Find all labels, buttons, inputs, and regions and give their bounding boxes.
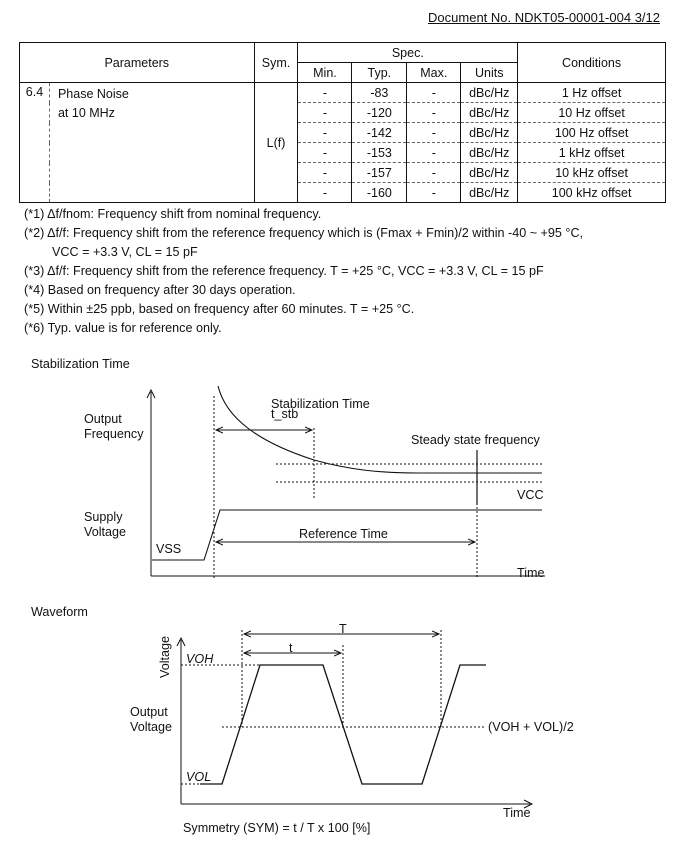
stabilization-section-title: Stabilization Time — [31, 357, 130, 371]
t-stb-label: t_stb — [271, 407, 299, 421]
row-5-units: dBc/Hz — [461, 163, 518, 183]
note-1: (*1) Δf/fnom: Frequency shift from nominal frequency. — [24, 207, 322, 221]
row-2-min: - — [298, 103, 352, 123]
row-6-max: - — [407, 183, 461, 203]
supply-voltage-trace — [152, 510, 542, 560]
row-3-units: dBc/Hz — [461, 123, 518, 143]
row-1-max: - — [407, 83, 461, 103]
symbol-cell: L(f) — [254, 83, 298, 203]
time-axis-label: Time — [517, 566, 545, 580]
header-max: Max. — [407, 63, 461, 83]
header-min: Min. — [298, 63, 352, 83]
reference-time-label: Reference Time — [299, 527, 388, 541]
row-5-min: - — [298, 163, 352, 183]
row-2-max: - — [407, 103, 461, 123]
stabilization-diagram — [147, 386, 545, 578]
row-5-max: - — [407, 163, 461, 183]
header-parameters: Parameters — [20, 43, 255, 83]
header-conditions: Conditions — [518, 43, 666, 83]
row-2-typ: -120 — [352, 103, 407, 123]
row-6-condition: 100 kHz offset — [518, 183, 666, 203]
row-1-condition: 1 Hz offset — [518, 83, 666, 103]
waveform-diagram — [177, 630, 532, 808]
supply-voltage-label-1: Supply — [84, 510, 123, 524]
row-6-units: dBc/Hz — [461, 183, 518, 203]
vss-label: VSS — [156, 542, 182, 556]
mid-level-label: (VOH + VOL)/2 — [488, 720, 574, 734]
row-5-condition: 10 kHz offset — [518, 163, 666, 183]
row-6-typ: -160 — [352, 183, 407, 203]
note-2b: VCC = +3.3 V, CL = 15 pF — [52, 245, 198, 259]
note-3: (*3) Δf/f: Frequency shift from the reference frequency. T = +25 °C, VCC = +3.3 V, CL = 15 pF — [24, 264, 544, 278]
item-number: 6.4 — [20, 83, 50, 203]
period-label: T — [339, 622, 347, 636]
header-units: Units — [461, 63, 518, 83]
row-5-typ: -157 — [352, 163, 407, 183]
row-4-min: - — [298, 143, 352, 163]
waveform-section-title: Waveform — [31, 605, 88, 619]
row-6-min: - — [298, 183, 352, 203]
document-number: Document No. NDKT05-00001-004 3/12 — [428, 10, 660, 25]
row-1-typ: -83 — [352, 83, 407, 103]
symmetry-formula: Symmetry (SYM) = t / T x 100 [%] — [183, 821, 371, 835]
supply-voltage-label-2: Voltage — [84, 525, 127, 539]
row-4-typ: -153 — [352, 143, 407, 163]
row-3-condition: 100 Hz offset — [518, 123, 666, 143]
parameter-line-1: Phase Noise — [57, 87, 129, 101]
vcc-label: VCC — [517, 488, 544, 502]
row-4-max: - — [407, 143, 461, 163]
note-2a: (*2) Δf/f: Frequency shift from the reference frequency which is (Fmax + Fmin)/2 within -40 ~ +95 °C, — [24, 226, 584, 240]
header-sym: Sym. — [254, 43, 298, 83]
note-6: (*6) Typ. value is for reference only. — [24, 321, 222, 335]
vol-label: VOL — [186, 770, 212, 784]
row-4-units: dBc/Hz — [461, 143, 518, 163]
row-4-condition: 1 kHz offset — [518, 143, 666, 163]
output-voltage-label-1: Output — [130, 705, 168, 719]
row-3-max: - — [407, 123, 461, 143]
t-label: t — [289, 641, 293, 655]
parameter-line-2: at 10 MHz — [57, 106, 115, 120]
output-frequency-label-2: Frequency — [84, 427, 144, 441]
row-1-units: dBc/Hz — [461, 83, 518, 103]
stabilization-time-label: Stabilization Time — [271, 397, 370, 411]
header-spec: Spec. — [298, 43, 518, 63]
output-voltage-label-2: Voltage — [130, 720, 173, 734]
steady-state-label: Steady state frequency — [411, 433, 540, 447]
header-typ: Typ. — [352, 63, 407, 83]
row-3-min: - — [298, 123, 352, 143]
voltage-axis-label: Voltage — [158, 635, 172, 678]
note-5: (*5) Within ±25 ppb, based on frequency after 60 minutes. T = +25 °C. — [24, 302, 415, 316]
row-2-condition: 10 Hz offset — [518, 103, 666, 123]
row-2-units: dBc/Hz — [461, 103, 518, 123]
row-1-min: - — [298, 83, 352, 103]
waveform-time-label: Time — [503, 806, 531, 820]
output-frequency-label-1: Output — [84, 412, 122, 426]
voh-label: VOH — [186, 652, 214, 666]
note-4: (*4) Based on frequency after 30 days operation. — [24, 283, 296, 297]
row-3-typ: -142 — [352, 123, 407, 143]
